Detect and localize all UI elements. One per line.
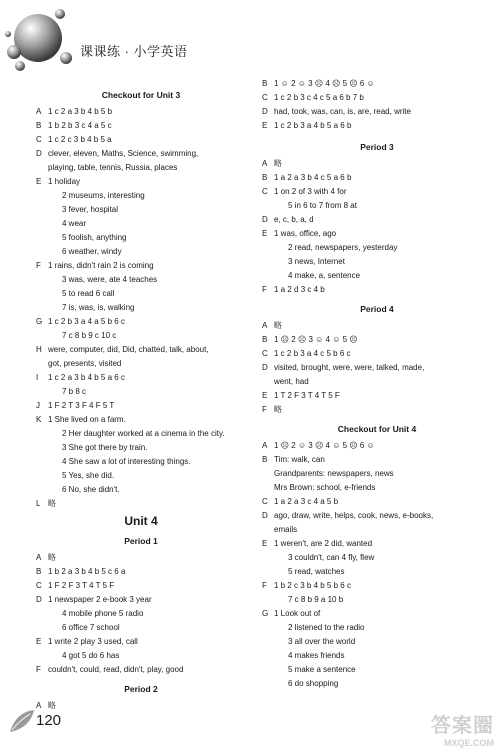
- question-label: A: [36, 553, 42, 562]
- answer-text: 4 She saw a lot of interesting things.: [62, 457, 191, 466]
- question-label: C: [36, 135, 42, 144]
- watermark-sub: MXQE.COM: [443, 738, 494, 748]
- question-label: A: [262, 321, 268, 330]
- answer-text: had, took, was, can, is, are, read, write: [274, 107, 411, 116]
- question-label: B: [262, 335, 268, 344]
- answer-text: 略: [48, 553, 56, 562]
- answer-text: 4 got 5 do 6 has: [62, 651, 120, 660]
- answer-text: 5 read, watches: [288, 567, 345, 576]
- question-label: D: [262, 511, 268, 520]
- answer-text: 5 to read 6 call: [62, 289, 115, 298]
- answer-text: 6 weather, windy: [62, 247, 122, 256]
- answer-text: 1 c 2 b 3 a 4 b 5 a 6 b: [274, 121, 352, 130]
- answer-text: 1 c 2 a 3 b 4 b 5 a 6 c: [48, 373, 125, 382]
- question-label: G: [36, 317, 43, 326]
- question-label: G: [262, 609, 269, 618]
- page-number: 120: [36, 712, 62, 729]
- answer-text: 7 b 8 c: [62, 387, 87, 396]
- section-heading: Unit 4: [124, 514, 158, 528]
- answer-text: 1 b 2 c 3 b 4 b 5 b 6 c: [274, 581, 351, 590]
- answer-text: 4 make, a, sentence: [288, 271, 361, 280]
- answer-text: emails: [274, 525, 298, 534]
- answer-text: 4 mobile phone 5 radio: [62, 609, 144, 618]
- answer-text: 略: [274, 405, 282, 414]
- answer-text: 1 c 2 a 3 b 4 b 5 b: [48, 107, 113, 116]
- answer-text: 7 is, was, is, walking: [62, 303, 135, 312]
- question-label: F: [262, 581, 267, 590]
- answer-text: 6 No, she didn't.: [62, 485, 120, 494]
- page-header: [0, 0, 500, 80]
- answer-text: 1 T 2 F 3 T 4 T 5 F: [274, 391, 340, 400]
- answer-text: 1 Look out of: [274, 609, 321, 618]
- question-label: C: [262, 187, 268, 196]
- question-label: D: [36, 595, 42, 604]
- answer-text: 1 b 2 b 3 c 4 a 5 c: [48, 121, 112, 130]
- answer-text: clever, eleven, Maths, Science, swimming,: [48, 149, 199, 158]
- answer-text: 1 on 2 of 3 with 4 for: [274, 187, 347, 196]
- question-label: D: [262, 215, 268, 224]
- question-label: B: [36, 567, 42, 576]
- question-label: C: [36, 581, 42, 590]
- answer-text: ago, draw, write, helps, cook, news, e-books,: [274, 511, 434, 520]
- question-label: C: [262, 497, 268, 506]
- answer-text: 1 b 2 a 3 b 4 b 5 c 6 a: [48, 567, 126, 576]
- question-label: F: [36, 261, 41, 270]
- answer-text: 1 F 2 T 3 F 4 F 5 T: [48, 401, 115, 410]
- answer-text: 6 office 7 school: [62, 623, 120, 632]
- question-label: D: [262, 107, 268, 116]
- question-label: I: [36, 373, 39, 382]
- answer-text: playing, table, tennis, Russia, places: [48, 163, 178, 172]
- answer-text: 1 c 2 b 3 a 4 c 5 b 6 c: [274, 349, 351, 358]
- answer-text: 7 c 8 b 9 c 10 c: [62, 331, 117, 340]
- answer-text: 略: [48, 499, 56, 508]
- question-label: A: [262, 441, 268, 450]
- answer-text: 1 write 2 play 3 used, call: [48, 637, 138, 646]
- answer-text: 2 museums, interesting: [62, 191, 145, 200]
- question-label: E: [262, 391, 268, 400]
- question-label: F: [262, 405, 267, 414]
- question-label: E: [262, 229, 268, 238]
- answer-text: e, c, b, a, d: [274, 215, 314, 224]
- answer-text: 1 ☹ 2 ☺ 3 ☹ 4 ☺ 5 ☹ 6 ☺: [274, 441, 375, 450]
- answer-text: 1 a 2 a 3 b 4 c 5 a 6 b: [274, 173, 352, 182]
- question-label: C: [262, 349, 268, 358]
- answer-text: 1 a 2 d 3 c 4 b: [274, 285, 325, 294]
- section-heading: Checkout for Unit 3: [101, 90, 181, 100]
- question-label: D: [36, 149, 42, 158]
- answer-text: 1 F 2 F 3 T 4 T 5 F: [48, 581, 115, 590]
- answer-text: 6 do shopping: [288, 679, 339, 688]
- question-label: B: [262, 79, 268, 88]
- answer-text: 3 news, Internet: [288, 257, 345, 266]
- answer-text: 略: [274, 159, 282, 168]
- answer-text: 3 all over the world: [288, 637, 356, 646]
- book-title: 课课练 · 小学英语: [80, 44, 188, 59]
- question-label: J: [36, 401, 40, 410]
- answer-text: 4 makes friends: [288, 651, 345, 660]
- question-label: D: [262, 363, 268, 372]
- answer-text: 1 newspaper 2 e-book 3 year: [48, 595, 152, 604]
- answer-text: 3 was, were, ate 4 teaches: [62, 275, 158, 284]
- question-label: E: [36, 637, 42, 646]
- question-label: A: [36, 107, 42, 116]
- answer-text: Tim: walk, can: [274, 455, 325, 464]
- question-label: H: [36, 345, 42, 354]
- question-label: E: [262, 121, 268, 130]
- answer-text: 2 listened to the radio: [288, 623, 365, 632]
- answer-text: 1 c 2 b 3 a 4 a 5 b 6 c: [48, 317, 125, 326]
- question-label: B: [262, 173, 268, 182]
- answer-text: 5 Yes, she did.: [62, 471, 115, 480]
- answer-text: 3 She got there by train.: [62, 443, 148, 452]
- question-label: F: [262, 285, 267, 294]
- answer-text: 1 c 2 c 3 b 4 b 5 a: [48, 135, 112, 144]
- answer-text: 1 ☹ 2 ☹ 3 ☺ 4 ☺ 5 ☹: [274, 335, 358, 344]
- section-heading: Period 2: [124, 684, 158, 694]
- answer-text: 5 in 6 to 7 from 8 at: [288, 201, 357, 210]
- question-label: A: [262, 159, 268, 168]
- watermark: [431, 709, 494, 748]
- bubbles-decoration-icon: [0, 0, 90, 80]
- answer-text: 2 Her daughter worked at a cinema in the city.: [62, 429, 225, 438]
- section-heading: Period 1: [124, 536, 158, 546]
- leaf-decoration-icon: [8, 706, 38, 736]
- answer-text: 5 foolish, anything: [62, 233, 127, 242]
- answer-text: 略: [48, 701, 56, 710]
- answer-text: 1 weren't, are 2 did, wanted: [274, 539, 373, 548]
- answer-text: visited, brought, were, were, talked, made,: [274, 363, 425, 372]
- question-label: B: [262, 455, 268, 464]
- answer-text: 1 rains, didn't rain 2 is coming: [48, 261, 154, 270]
- answer-text: got, presents, visited: [48, 359, 122, 368]
- answer-text: 1 ☺ 2 ☺ 3 ☹ 4 ☹ 5 ☹ 6 ☺: [274, 79, 375, 88]
- answer-text: 5 make a sentence: [288, 665, 356, 674]
- section-heading: Checkout for Unit 4: [337, 424, 417, 434]
- answer-text: went, had: [274, 377, 309, 386]
- question-label: F: [36, 665, 41, 674]
- answer-text: 3 fever, hospital: [62, 205, 119, 214]
- section-heading: Period 4: [360, 304, 394, 314]
- answer-text: Grandparents: newspapers, news: [274, 469, 394, 478]
- answer-text: 3 couldn't, can 4 fly, flew: [288, 553, 375, 562]
- question-label: B: [36, 121, 42, 130]
- answer-text: 1 c 2 b 3 c 4 c 5 a 6 b 7 b: [274, 93, 364, 102]
- answer-text: 2 read, newspapers, yesterday: [288, 243, 398, 252]
- answer-text: 1 a 2 a 3 c 4 a 5 b: [274, 497, 339, 506]
- section-heading: Period 3: [360, 142, 394, 152]
- question-label: E: [36, 177, 42, 186]
- answer-text: Mrs Brown: school, e-friends: [274, 483, 376, 492]
- answer-text: 1 was, office, ago: [274, 229, 337, 238]
- watermark-text: 答案圈: [431, 715, 494, 737]
- question-label: K: [36, 415, 42, 424]
- answer-text: 1 She lived on a farm.: [48, 415, 126, 424]
- answer-text: 略: [274, 321, 282, 330]
- answer-text: were, computer, did, Did, chatted, talk, about,: [48, 345, 209, 354]
- answer-text: 4 wear: [62, 219, 87, 228]
- question-label: E: [262, 539, 268, 548]
- answer-text: 1 holiday: [48, 177, 81, 186]
- question-label: C: [262, 93, 268, 102]
- answer-text: couldn't, could, read, didn't, play, good: [48, 665, 184, 674]
- question-label: L: [36, 499, 41, 508]
- answer-text: 7 c 8 b 9 a 10 b: [288, 595, 344, 604]
- question-label: A: [36, 701, 42, 710]
